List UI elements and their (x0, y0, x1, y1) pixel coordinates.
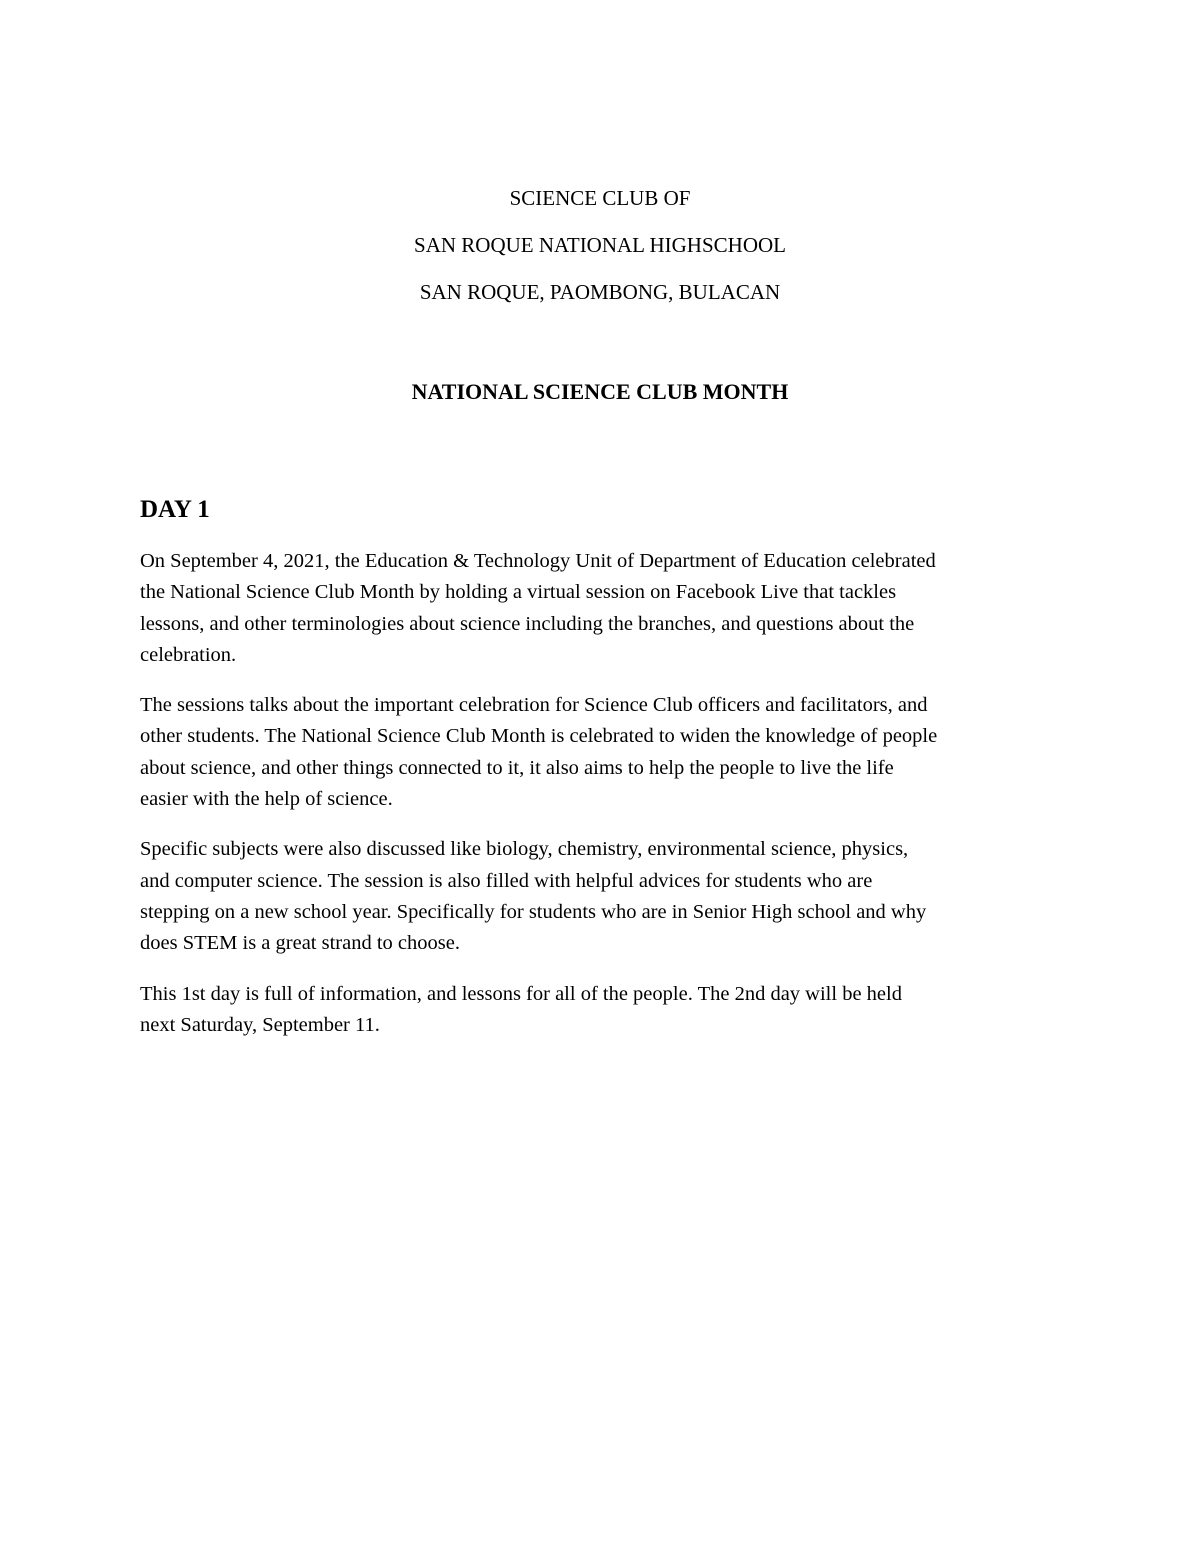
text-line: the National Science Club Month by holding a virtual session on Facebook Live that tackles (140, 581, 897, 604)
text-line: other students. The National Science Club Month is celebrated to widen the knowledge of people (140, 725, 938, 748)
header-club-name: SCIENCE CLUB OF (509, 186, 691, 210)
text-line: Specific subjects were also discussed like biology, chemistry, environmental science, physics, (140, 838, 909, 861)
header-school-name: SAN ROQUE NATIONAL HIGHSCHOOL (414, 233, 786, 257)
paragraph-3 (140, 834, 1070, 959)
day-heading: DAY 1 (140, 496, 210, 523)
text-line: On September 4, 2021, the Education & Technology Unit of Department of Education celebrated (140, 550, 936, 572)
text-line: does STEM is a great strand to choose. (140, 932, 460, 955)
paragraph-2 (140, 690, 1070, 815)
text-line: lessons, and other terminologies about science including the branches, and questions about the (140, 612, 915, 635)
text-line: easier with the help of science. (140, 788, 393, 811)
text-line: about science, and other things connected to it, it also aims to help the people to live the life (140, 756, 894, 779)
text-line: The sessions talks about the important celebration for Science Club officers and facilitators, and (140, 694, 928, 717)
document-title: NATIONAL SCIENCE CLUB MONTH (411, 379, 789, 404)
paragraph-4 (140, 979, 1070, 1042)
text-line: celebration. (140, 643, 237, 666)
paragraph-1 (140, 546, 1070, 671)
text-line: and computer science. The session is also filled with helpful advices for students who are (140, 869, 873, 892)
text-line: stepping on a new school year. Specifically for students who are in Senior High school and why (140, 900, 927, 923)
document-body (140, 546, 1070, 1060)
text-line: This 1st day is full of information, and lessons for all of the people. The 2nd day will be held (140, 982, 902, 1005)
header-address: SAN ROQUE, PAOMBONG, BULACAN (419, 280, 781, 304)
text-line: next Saturday, September 11. (140, 1013, 380, 1036)
